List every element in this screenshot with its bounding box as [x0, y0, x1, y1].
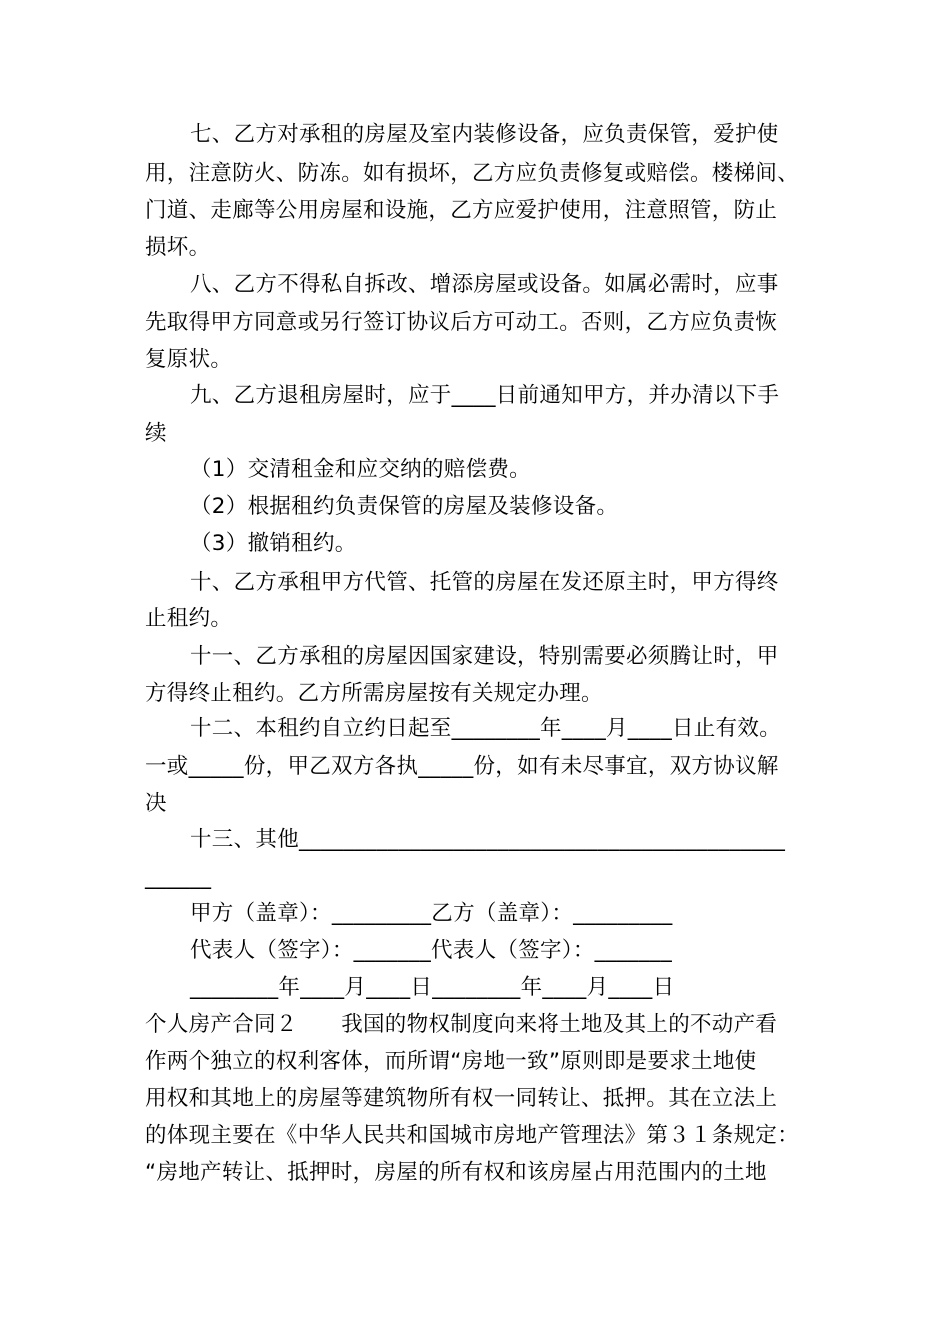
date-line: ________年____月____日________年____月____日: [190, 975, 675, 1000]
clause-8-line-2: 先取得甲方同意或另行签订协议后方可动工。否则，乙方应负责恢: [145, 310, 778, 335]
clause-8-line-1: 八、乙方不得私自拆改、增添房屋或设备。如属必需时，应事: [190, 272, 779, 297]
clause-10-line-1: 十、乙方承租甲方代管、托管的房屋在发还原主时，甲方得终: [190, 570, 779, 595]
clause-11-line-1: 十一、乙方承租的房屋因国家建设，特别需要必须腾让时，甲: [190, 644, 779, 669]
clause-13-line-2: ______: [145, 865, 212, 890]
clause-7-line-4: 损坏。: [145, 235, 211, 260]
contract-2-line-5: “房地产转让、抵押时，房屋的所有权和该房屋占用范围内的土地: [145, 1160, 767, 1185]
contract-2-line-4: 的体现主要在《中华人民共和国城市房地产管理法》第３１条规定：: [145, 1123, 800, 1148]
clause-9-line-2: 续: [145, 421, 167, 446]
clause-12-line-3: 决: [145, 791, 167, 816]
clause-8-line-3: 复原状。: [145, 347, 233, 372]
clause-7-line-3: 门道、走廊等公用房屋和设施，乙方应爱护使用，注意照管，防止: [145, 198, 778, 223]
contract-2-line-2: 作两个独立的权利客体，而所谓“房地一致”原则即是要求土地使: [145, 1049, 757, 1074]
clause-7-line-2: 用，注意防火、防冻。如有损坏，乙方应负责修复或赔偿。楼梯间、: [145, 161, 800, 186]
clause-11-line-2: 方得终止租约。乙方所需房屋按有关规定办理。: [145, 681, 603, 706]
clause-9-item-2: （2）根据租约负责保管的房屋及装修设备。: [190, 494, 619, 519]
contract-2-line-3: 用权和其地上的房屋等建筑物所有权一同转让、抵押。其在立法上: [145, 1086, 778, 1111]
clause-9-line-1: 九、乙方退租房屋时，应于____日前通知甲方，并办清以下手: [190, 383, 780, 408]
clause-9-item-1: （1）交清租金和应交纳的赔偿费。: [190, 457, 531, 482]
contract-2-line-1: 个人房产合同２ 我国的物权制度向来将土地及其上的不动产看: [145, 1012, 778, 1037]
clause-13-line-1: 十三、其他____________________________________________: [190, 827, 786, 852]
signature-line: 代表人（签字）：_______代表人（签字）：_______: [190, 938, 673, 963]
clause-7-line-1: 七、乙方对承租的房屋及室内装修设备，应负责保管，爱护使: [190, 122, 779, 147]
clause-12-line-1: 十二、本租约自立约日起至________年____月____日止有效。: [190, 716, 782, 741]
clause-9-item-3: （3）撤销租约。: [190, 531, 357, 556]
clause-12-line-2: 一或_____份，甲乙双方各执_____份，如有未尽事宜，双方协议解: [145, 754, 779, 779]
seal-line: 甲方（盖章）：_________乙方（盖章）：_________: [190, 901, 673, 926]
clause-10-line-2: 止租约。: [145, 606, 233, 631]
